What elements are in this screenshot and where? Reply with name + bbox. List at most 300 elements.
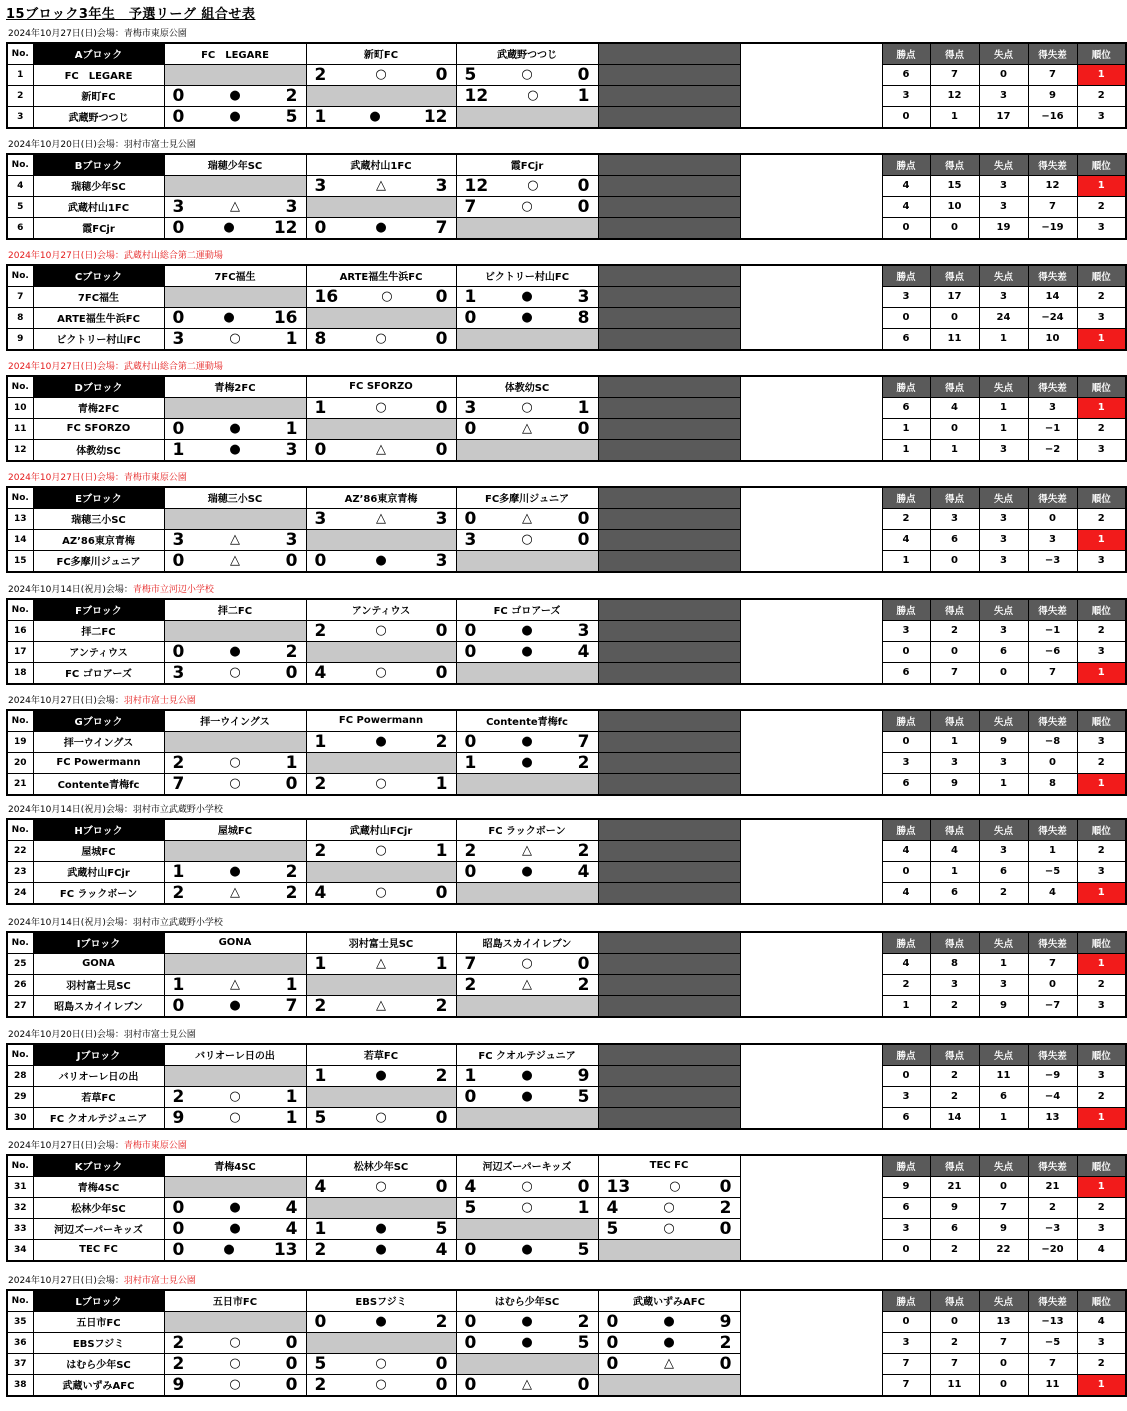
empty-column bbox=[598, 752, 740, 773]
result-group bbox=[165, 883, 306, 903]
venue-header bbox=[6, 250, 982, 264]
opponent-header: 瑞穂少年SC bbox=[164, 154, 306, 175]
goals-against-cell: 11 bbox=[979, 1065, 1028, 1086]
venue-date: 2024年10月27日(日)会場： bbox=[8, 29, 124, 39]
goals-for-cell: 2 bbox=[930, 995, 979, 1017]
result-group bbox=[307, 1177, 456, 1197]
table-header-row bbox=[7, 265, 1126, 286]
block-name: Fブロック bbox=[33, 599, 164, 620]
venue-date: 2024年10月27日(日)会場： bbox=[8, 473, 124, 483]
points-cell: 1 bbox=[882, 550, 930, 572]
score-against: 0 bbox=[285, 1374, 298, 1395]
result-group bbox=[165, 1375, 306, 1395]
result-group bbox=[165, 1198, 306, 1218]
score-for: 0 bbox=[172, 550, 185, 571]
opponent-header: 羽村富士見SC bbox=[306, 932, 456, 953]
result-group bbox=[457, 732, 598, 752]
result-mark: ● bbox=[521, 309, 533, 325]
opponent-header: FC Powermann bbox=[306, 710, 456, 731]
page-title: 15ブロック3年生 予選リーグ 組合せ表 bbox=[6, 7, 256, 22]
match-result bbox=[456, 286, 598, 307]
empty-column bbox=[598, 861, 740, 882]
score-for: 4 bbox=[314, 882, 327, 903]
team-name: FC ゴロアーズ bbox=[33, 662, 164, 684]
rank-cell: 2 bbox=[1077, 1086, 1126, 1107]
table-row bbox=[7, 974, 1126, 995]
points-cell: 3 bbox=[882, 85, 930, 106]
goal-difference-cell: −20 bbox=[1028, 1239, 1077, 1261]
empty-column bbox=[598, 508, 740, 529]
opponent-header: バリオーレ日の出 bbox=[164, 1044, 306, 1065]
team-name: 武蔵野つつじ bbox=[33, 106, 164, 128]
points-cell: 4 bbox=[882, 953, 930, 974]
points-cell: 6 bbox=[882, 662, 930, 684]
separator bbox=[740, 85, 882, 106]
score-against: 3 bbox=[435, 175, 448, 196]
team-name: GONA bbox=[33, 953, 164, 974]
result-mark: ○ bbox=[521, 399, 533, 415]
goals-against-cell: 0 bbox=[979, 662, 1028, 684]
match-result bbox=[306, 508, 456, 529]
self-match-cell bbox=[306, 641, 456, 662]
team-name: 瑞穂少年SC bbox=[33, 175, 164, 196]
result-mark: ○ bbox=[375, 884, 387, 900]
stat-header: 順位 bbox=[1077, 1155, 1126, 1176]
venue-name: 武蔵村山総合第二運動場 bbox=[123, 251, 223, 261]
self-match-cell bbox=[306, 196, 456, 217]
opponent-header: FC クオルテジュニア bbox=[456, 1044, 598, 1065]
result-group bbox=[457, 954, 598, 974]
table-header-row bbox=[7, 1044, 1126, 1065]
block-Dブロック bbox=[6, 361, 1111, 462]
result-group bbox=[307, 287, 456, 307]
goals-against-cell: 13 bbox=[979, 1311, 1028, 1332]
table-header-row bbox=[7, 599, 1126, 620]
goals-against-cell: 19 bbox=[979, 217, 1028, 239]
score-for: 1 bbox=[464, 286, 477, 307]
match-result bbox=[164, 1107, 306, 1129]
goals-against-cell: 3 bbox=[979, 620, 1028, 641]
table-row bbox=[7, 529, 1126, 550]
row-number: 25 bbox=[7, 953, 33, 974]
rank-cell: 2 bbox=[1077, 85, 1126, 106]
goals-for-cell: 21 bbox=[930, 1176, 979, 1197]
goals-against-cell: 6 bbox=[979, 641, 1028, 662]
team-name: 体教幼SC bbox=[33, 439, 164, 461]
match-result bbox=[456, 529, 598, 550]
score-against: 0 bbox=[285, 1332, 298, 1353]
score-for: 3 bbox=[464, 529, 477, 550]
result-mark: ○ bbox=[663, 1199, 675, 1215]
match-result bbox=[164, 1218, 306, 1239]
self-match-cell bbox=[164, 508, 306, 529]
rank-cell: 2 bbox=[1077, 508, 1126, 529]
result-mark: ● bbox=[223, 309, 235, 325]
self-match-cell bbox=[164, 64, 306, 85]
match-result bbox=[164, 85, 306, 106]
rank-cell: 2 bbox=[1077, 752, 1126, 773]
table-row bbox=[7, 175, 1126, 196]
self-match-cell bbox=[164, 1176, 306, 1197]
goal-difference-cell: 9 bbox=[1028, 85, 1077, 106]
result-mark: △ bbox=[522, 842, 532, 858]
separator bbox=[740, 1176, 882, 1197]
goal-difference-cell: −9 bbox=[1028, 1065, 1077, 1086]
rank-cell: 1 bbox=[1077, 662, 1126, 684]
table-row bbox=[7, 64, 1126, 85]
result-mark: ○ bbox=[375, 1355, 387, 1371]
goal-difference-cell: −4 bbox=[1028, 1086, 1077, 1107]
venue-header bbox=[6, 361, 982, 375]
score-for: 0 bbox=[172, 85, 185, 106]
result-mark: ● bbox=[375, 219, 387, 235]
no-header: No. bbox=[7, 376, 33, 397]
score-against: 2 bbox=[719, 1197, 732, 1218]
result-group bbox=[165, 218, 306, 238]
rank-cell: 2 bbox=[1077, 1197, 1126, 1218]
goals-for-cell: 15 bbox=[930, 175, 979, 196]
goal-difference-cell: −1 bbox=[1028, 620, 1077, 641]
score-for: 5 bbox=[314, 1107, 327, 1128]
opponent-header: 屋城FC bbox=[164, 819, 306, 840]
self-match-cell bbox=[306, 974, 456, 995]
empty-column bbox=[598, 662, 740, 684]
result-mark: ● bbox=[663, 1313, 675, 1329]
table-row bbox=[7, 106, 1126, 128]
score-against: 1 bbox=[285, 418, 298, 439]
score-against: 2 bbox=[577, 840, 590, 861]
result-group bbox=[165, 329, 306, 349]
match-result bbox=[164, 307, 306, 328]
score-against: 0 bbox=[577, 175, 590, 196]
empty-column bbox=[598, 1107, 740, 1129]
result-mark: ● bbox=[521, 1067, 533, 1083]
block-name: Bブロック bbox=[33, 154, 164, 175]
match-result bbox=[164, 1239, 306, 1261]
separator bbox=[740, 752, 882, 773]
result-group bbox=[165, 86, 306, 106]
team-name: 瑞穂三小SC bbox=[33, 508, 164, 529]
opponent-header: 体教幼SC bbox=[456, 376, 598, 397]
goals-against-cell: 1 bbox=[979, 328, 1028, 350]
score-for: 0 bbox=[464, 1311, 477, 1332]
score-for: 16 bbox=[314, 286, 339, 307]
stat-header: 得点 bbox=[930, 932, 979, 953]
stat-header: 失点 bbox=[979, 43, 1028, 64]
match-result bbox=[306, 1374, 456, 1396]
result-group bbox=[307, 1066, 456, 1086]
result-group bbox=[307, 398, 456, 418]
goals-against-cell: 9 bbox=[979, 995, 1028, 1017]
goal-difference-cell: 4 bbox=[1028, 882, 1077, 904]
venue-name: 羽村市立武蔵野小学校 bbox=[132, 805, 223, 815]
stat-header: 得点 bbox=[930, 1290, 979, 1311]
result-group bbox=[307, 1108, 456, 1128]
result-group bbox=[599, 1198, 740, 1218]
score-against: 7 bbox=[285, 995, 298, 1016]
result-mark: ● bbox=[375, 552, 387, 568]
score-against: 0 bbox=[435, 397, 448, 418]
opponent-header: 瑞穂三小SC bbox=[164, 487, 306, 508]
separator bbox=[740, 418, 882, 439]
match-result bbox=[306, 1218, 456, 1239]
result-mark: ● bbox=[521, 288, 533, 304]
stat-header: 得失差 bbox=[1028, 43, 1077, 64]
row-number: 21 bbox=[7, 773, 33, 795]
match-result bbox=[306, 620, 456, 641]
rank-cell: 1 bbox=[1077, 397, 1126, 418]
block-name: Aブロック bbox=[33, 43, 164, 64]
score-for: 0 bbox=[606, 1353, 619, 1374]
league-table bbox=[6, 264, 1127, 351]
result-mark: △ bbox=[522, 420, 532, 436]
match-result bbox=[306, 397, 456, 418]
match-result bbox=[456, 196, 598, 217]
self-match-cell bbox=[456, 882, 598, 904]
result-mark: ● bbox=[521, 622, 533, 638]
team-name: 松林少年SC bbox=[33, 1197, 164, 1218]
self-match-cell bbox=[164, 397, 306, 418]
separator bbox=[740, 1155, 882, 1176]
match-result bbox=[306, 1176, 456, 1197]
points-cell: 6 bbox=[882, 64, 930, 85]
opponent-header: FC多摩川ジュニア bbox=[456, 487, 598, 508]
goals-for-cell: 3 bbox=[930, 508, 979, 529]
result-group bbox=[307, 663, 456, 683]
table-header-row bbox=[7, 43, 1126, 64]
table-row bbox=[7, 1107, 1126, 1129]
stat-header: 得失差 bbox=[1028, 265, 1077, 286]
match-result bbox=[306, 175, 456, 196]
table-row bbox=[7, 1065, 1126, 1086]
goal-difference-cell: −3 bbox=[1028, 1218, 1077, 1239]
league-table bbox=[6, 1043, 1127, 1130]
block-Bブロック bbox=[6, 139, 1111, 240]
block-Kブロック bbox=[6, 1140, 1111, 1262]
match-result bbox=[456, 861, 598, 882]
venue-header bbox=[6, 1275, 982, 1289]
table-row bbox=[7, 1311, 1126, 1332]
match-result bbox=[598, 1353, 740, 1374]
result-mark: ● bbox=[521, 754, 533, 770]
stat-header: 失点 bbox=[979, 599, 1028, 620]
result-group bbox=[307, 65, 456, 85]
opponent-header: 昭島スカイイレブン bbox=[456, 932, 598, 953]
goals-for-cell: 3 bbox=[930, 752, 979, 773]
separator bbox=[740, 974, 882, 995]
points-cell: 0 bbox=[882, 641, 930, 662]
score-for: 0 bbox=[172, 307, 185, 328]
result-mark: ● bbox=[375, 1067, 387, 1083]
venue-header bbox=[6, 28, 982, 42]
rank-cell: 3 bbox=[1077, 1218, 1126, 1239]
table-header-row bbox=[7, 819, 1126, 840]
row-number: 32 bbox=[7, 1197, 33, 1218]
team-name: FC クオルテジュニア bbox=[33, 1107, 164, 1129]
separator bbox=[740, 1197, 882, 1218]
team-name: 青梅4SC bbox=[33, 1176, 164, 1197]
score-for: 2 bbox=[314, 1374, 327, 1395]
no-header: No. bbox=[7, 487, 33, 508]
result-group bbox=[457, 419, 598, 439]
rank-cell: 1 bbox=[1077, 175, 1126, 196]
result-group bbox=[457, 1066, 598, 1086]
score-against: 0 bbox=[577, 953, 590, 974]
goal-difference-cell: 0 bbox=[1028, 974, 1077, 995]
block-Jブロック bbox=[6, 1029, 1111, 1130]
block-Aブロック bbox=[6, 28, 1111, 129]
match-result bbox=[598, 1197, 740, 1218]
separator bbox=[740, 710, 882, 731]
result-group bbox=[165, 753, 306, 773]
row-number: 33 bbox=[7, 1218, 33, 1239]
empty-column bbox=[598, 932, 740, 953]
table-header-row bbox=[7, 376, 1126, 397]
block-name: Jブロック bbox=[33, 1044, 164, 1065]
result-group bbox=[307, 440, 456, 460]
points-cell: 4 bbox=[882, 196, 930, 217]
goal-difference-cell: −1 bbox=[1028, 418, 1077, 439]
separator bbox=[740, 43, 882, 64]
result-group bbox=[165, 663, 306, 683]
empty-column bbox=[598, 882, 740, 904]
empty-column bbox=[598, 307, 740, 328]
score-for: 2 bbox=[314, 840, 327, 861]
result-mark: △ bbox=[664, 1355, 674, 1371]
goals-against-cell: 0 bbox=[979, 1176, 1028, 1197]
match-result bbox=[164, 641, 306, 662]
opponent-header: 拝二FC bbox=[164, 599, 306, 620]
venue-name: 青梅市東原公園 bbox=[123, 1141, 187, 1151]
empty-column bbox=[598, 953, 740, 974]
goals-against-cell: 17 bbox=[979, 106, 1028, 128]
goals-against-cell: 1 bbox=[979, 773, 1028, 795]
empty-column bbox=[598, 487, 740, 508]
score-for: 1 bbox=[314, 397, 327, 418]
opponent-header: FC ラックボーン bbox=[456, 819, 598, 840]
match-result bbox=[456, 508, 598, 529]
league-table bbox=[6, 153, 1127, 240]
result-mark: ○ bbox=[229, 775, 241, 791]
self-match-cell bbox=[164, 840, 306, 861]
score-for: 0 bbox=[172, 1197, 185, 1218]
match-result bbox=[598, 1218, 740, 1239]
league-table bbox=[6, 42, 1127, 129]
score-against: 0 bbox=[435, 1353, 448, 1374]
goals-for-cell: 4 bbox=[930, 840, 979, 861]
venue-header bbox=[6, 917, 982, 931]
match-result bbox=[456, 1311, 598, 1332]
match-result bbox=[456, 418, 598, 439]
separator bbox=[740, 265, 882, 286]
row-number: 29 bbox=[7, 1086, 33, 1107]
result-mark: ○ bbox=[527, 87, 539, 103]
score-for: 2 bbox=[172, 882, 185, 903]
stat-header: 順位 bbox=[1077, 1290, 1126, 1311]
result-group bbox=[457, 530, 598, 550]
venue-name: 羽村市富士見公園 bbox=[123, 1276, 196, 1286]
empty-column bbox=[598, 641, 740, 662]
result-group bbox=[457, 1333, 598, 1353]
score-for: 0 bbox=[464, 307, 477, 328]
match-result bbox=[456, 974, 598, 995]
goals-against-cell: 3 bbox=[979, 752, 1028, 773]
goal-difference-cell: −2 bbox=[1028, 439, 1077, 461]
league-table bbox=[6, 375, 1127, 462]
result-group bbox=[165, 1333, 306, 1353]
result-mark: ● bbox=[223, 219, 235, 235]
empty-column bbox=[598, 376, 740, 397]
goal-difference-cell: −24 bbox=[1028, 307, 1077, 328]
result-mark: ● bbox=[375, 733, 387, 749]
goals-for-cell: 0 bbox=[930, 418, 979, 439]
result-group bbox=[307, 218, 456, 238]
score-against: 0 bbox=[577, 1176, 590, 1197]
table-row bbox=[7, 840, 1126, 861]
result-mark: ● bbox=[229, 863, 241, 879]
goals-for-cell: 2 bbox=[930, 1239, 979, 1261]
goal-difference-cell: 10 bbox=[1028, 328, 1077, 350]
venue-name: 青梅市東原公園 bbox=[123, 29, 187, 39]
row-number: 38 bbox=[7, 1374, 33, 1396]
score-for: 2 bbox=[314, 1239, 327, 1260]
score-for: 1 bbox=[314, 953, 327, 974]
table-header-row bbox=[7, 710, 1126, 731]
match-result bbox=[164, 328, 306, 350]
goal-difference-cell: 2 bbox=[1028, 1197, 1077, 1218]
score-for: 0 bbox=[606, 1311, 619, 1332]
stat-header: 失点 bbox=[979, 932, 1028, 953]
match-result bbox=[306, 550, 456, 572]
self-match-cell bbox=[456, 328, 598, 350]
table-row bbox=[7, 1086, 1126, 1107]
score-for: 4 bbox=[464, 1176, 477, 1197]
stat-header: 勝点 bbox=[882, 932, 930, 953]
self-match-cell bbox=[598, 1239, 740, 1261]
result-mark: ● bbox=[229, 87, 241, 103]
venue-header bbox=[6, 584, 982, 598]
separator bbox=[740, 307, 882, 328]
separator bbox=[740, 1290, 882, 1311]
stat-header: 勝点 bbox=[882, 376, 930, 397]
row-number: 36 bbox=[7, 1332, 33, 1353]
self-match-cell bbox=[306, 1332, 456, 1353]
opponent-header: 河辺ズーパーキッズ bbox=[456, 1155, 598, 1176]
opponent-header: 武蔵野つつじ bbox=[456, 43, 598, 64]
points-cell: 2 bbox=[882, 508, 930, 529]
table-row bbox=[7, 196, 1126, 217]
row-number: 2 bbox=[7, 85, 33, 106]
team-name: FC ラックボーン bbox=[33, 882, 164, 904]
empty-column bbox=[598, 710, 740, 731]
points-cell: 6 bbox=[882, 1197, 930, 1218]
rank-cell: 1 bbox=[1077, 953, 1126, 974]
score-against: 7 bbox=[577, 731, 590, 752]
points-cell: 6 bbox=[882, 328, 930, 350]
score-against: 0 bbox=[435, 1107, 448, 1128]
row-number: 28 bbox=[7, 1065, 33, 1086]
goals-against-cell: 3 bbox=[979, 550, 1028, 572]
result-group bbox=[165, 862, 306, 882]
opponent-header: FC SFORZO bbox=[306, 376, 456, 397]
match-result bbox=[306, 64, 456, 85]
row-number: 30 bbox=[7, 1107, 33, 1129]
row-number: 3 bbox=[7, 106, 33, 128]
score-for: 1 bbox=[314, 1065, 327, 1086]
result-mark: ○ bbox=[527, 177, 539, 193]
team-name: バリオーレ日の出 bbox=[33, 1065, 164, 1086]
opponent-header: TEC FC bbox=[598, 1155, 740, 1176]
